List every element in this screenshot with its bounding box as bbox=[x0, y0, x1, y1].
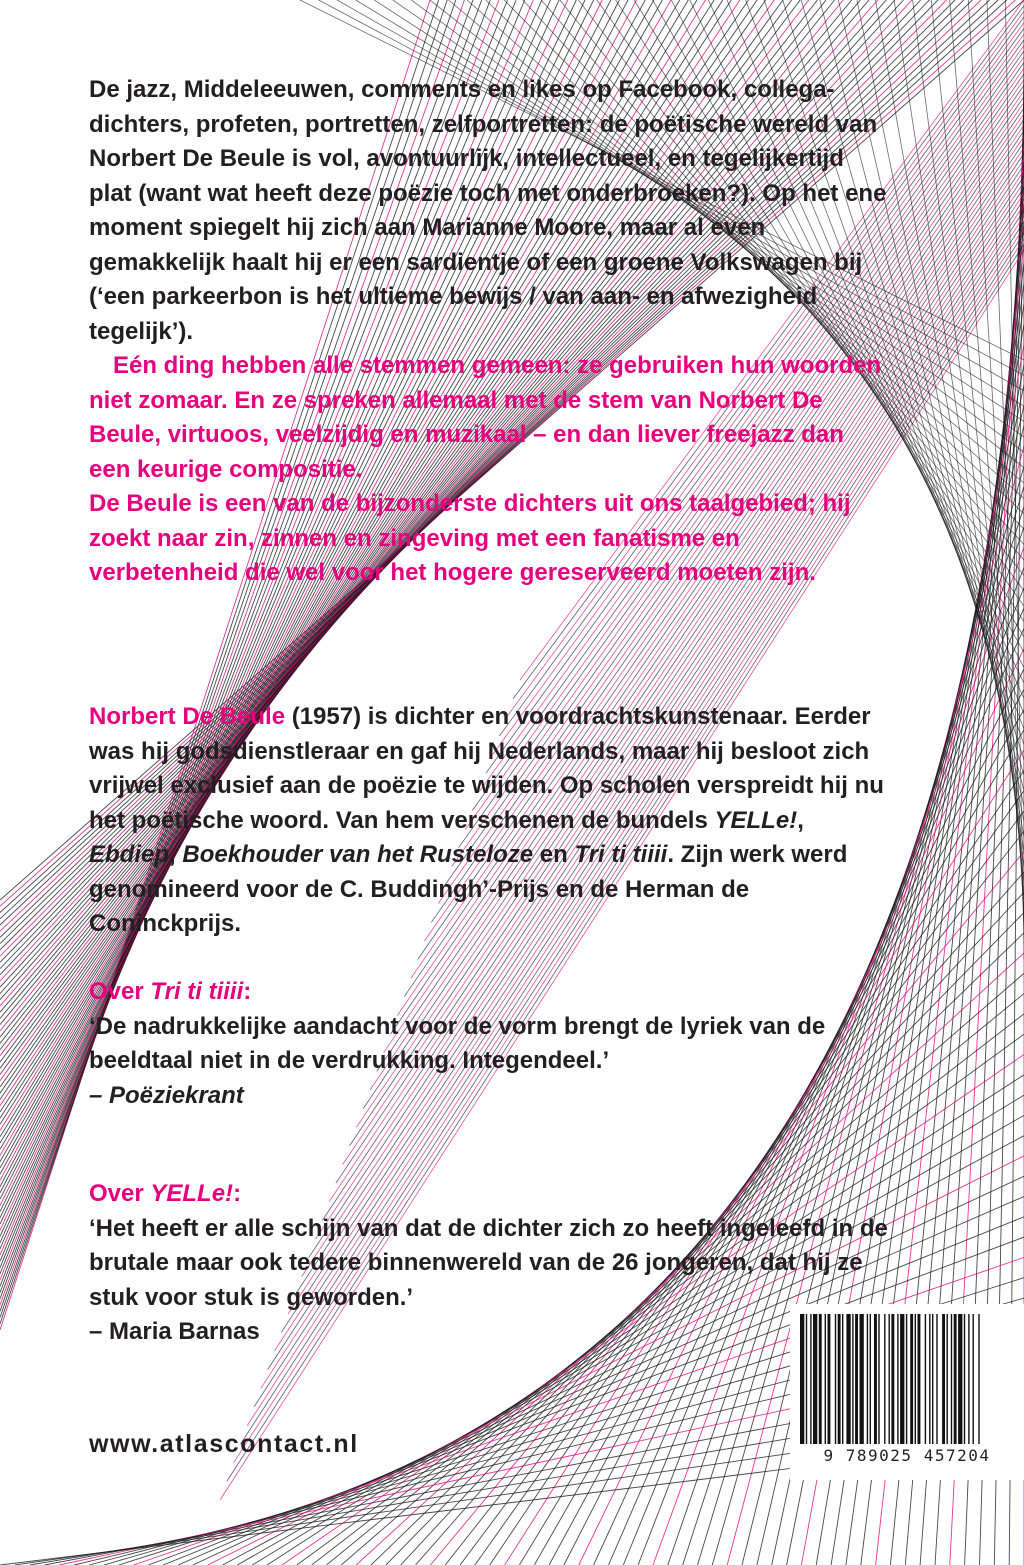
book-title-ebdiep: Ebdiep bbox=[89, 841, 170, 868]
book-title-tri-ti-tiiii: Tri ti tiiii bbox=[574, 841, 668, 868]
review-yelle bbox=[89, 1177, 889, 1350]
review-heading: Over Tri ti tiiii: bbox=[89, 978, 252, 1005]
blurb-block bbox=[89, 73, 889, 591]
review-source: – Maria Barnas bbox=[89, 1318, 260, 1345]
publisher-website[interactable]: www.atlascontact.nl bbox=[89, 1430, 359, 1458]
review-book-title: Tri ti tiiii bbox=[150, 978, 244, 1005]
blurb-paragraph-1: De jazz, Middeleeuwen, comments en likes op Facebook, collega-dichters, profeten, portretten, zelfportretten: de poëtische wereld van Norbert De Beule is vol, avontuurlijk, intellectueel, en tegelijkertijd plat (want wat heeft deze poëzie toch met onderbroeken?). Op het ene moment spiegelt hij zich aan Marianne Moore, maar al even gemakkelijk haalt hij er een sardientje of een groene Volkswagen bij (‘een parkeerbon is het ultieme bewijs / van aan- en afwezigheid tegelijk’). bbox=[89, 76, 887, 345]
bio-separator: , bbox=[169, 841, 183, 868]
review-quote: ‘De nadrukkelijke aandacht voor de vorm brengt de lyriek van de beeldtaal niet in de verdrukking. Integendeel.’ bbox=[89, 1012, 826, 1074]
bio-text-1: (1957) is dichter en voordrachtskunstenaar. Eerder was hij godsdienstleraar en gaf hij Nederlands, maar hij besloot zich vrijwel exclusief aan de poëzie te wijden. Op scholen verspreidt hij nu het poëtische woord. Van hem verschenen de bundels bbox=[89, 703, 884, 834]
review-quote: ‘Het heeft er alle schijn van dat de dichter zich zo heeft ingeleefd in de brutale maar ook tedere binnenwereld van de 26 jongeren, dat hij ze stuk voor stuk is geworden.’ bbox=[89, 1214, 888, 1311]
barcode-icon bbox=[800, 1314, 1014, 1444]
blurb-paragraph-3: De Beule is een van de bijzonderste dichters uit ons taalgebied; hij zoekt naar zin, zinnen en zingeving met een fanatisme en verbetenheid die wel voor het hogere gereserveerd moeten zijn. bbox=[89, 490, 851, 586]
blurb-paragraph-2: Eén ding hebben alle stemmen gemeen: ze gebruiken hun woorden niet zomaar. En ze spreken allemaal met de stem van Norbert De Beule, virtuoos, veelzijdig en muzikaal – en dan liever freejazz dan een keurige compositie. bbox=[89, 352, 882, 483]
review-heading: Over YELLe!: bbox=[89, 1180, 242, 1207]
review-tri-ti-tiiii bbox=[89, 975, 889, 1113]
isbn-number: 9 789025 457204 bbox=[823, 1446, 991, 1465]
bio-separator: en bbox=[533, 841, 575, 868]
book-title-boekhouder: Boekhouder van het Rusteloze bbox=[182, 841, 534, 868]
review-source: – Poëziekrant bbox=[89, 1081, 244, 1109]
review-book-title: YELLe! bbox=[150, 1180, 234, 1207]
bio-text-2: . Zijn werk werd genomineerd voor de C. Buddingh’-Prijs en de Herman de Coninckprijs. bbox=[89, 841, 848, 937]
author-bio bbox=[89, 700, 889, 942]
author-name: Norbert De Beule bbox=[89, 703, 286, 730]
barcode-panel bbox=[790, 1304, 1024, 1480]
book-title-yelle: YELLe! bbox=[714, 806, 798, 834]
bio-separator: , bbox=[797, 806, 804, 834]
